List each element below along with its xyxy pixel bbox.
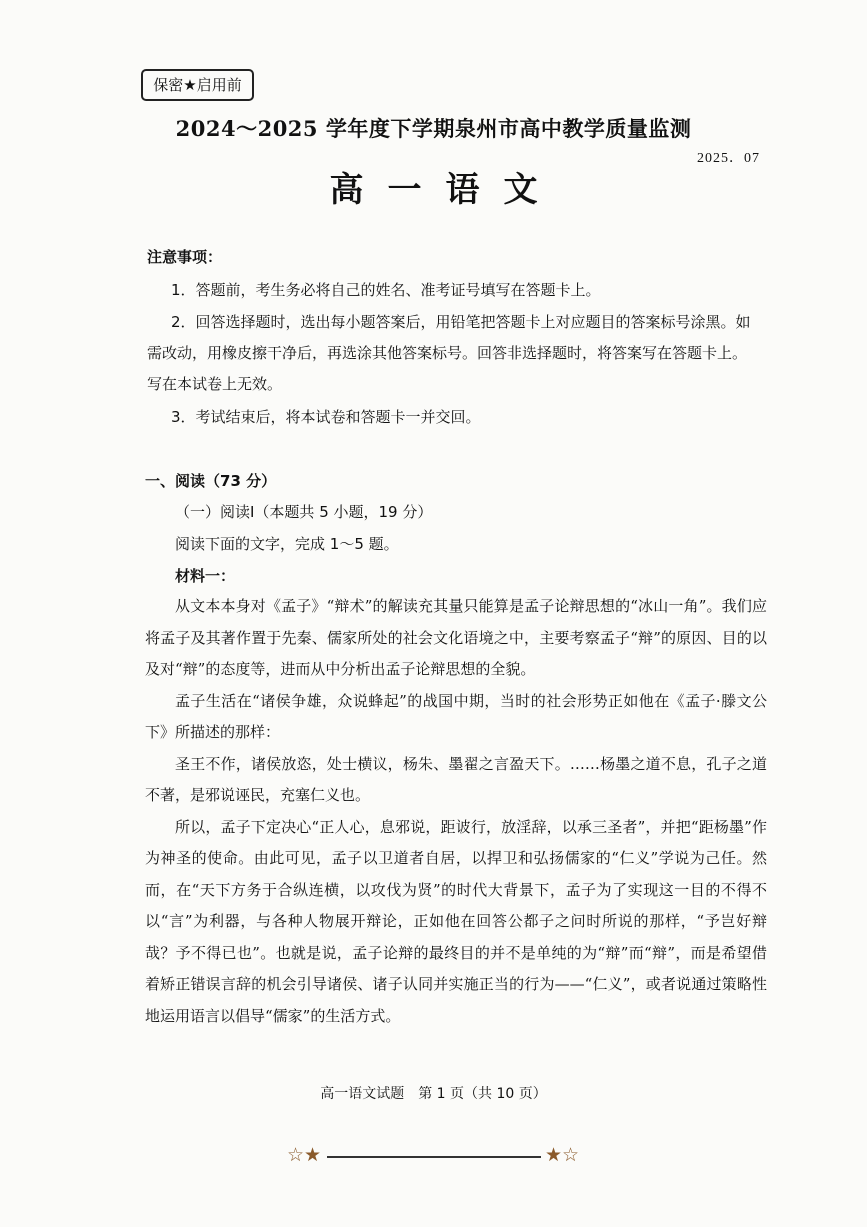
reading-instruction: 阅读下面的文字，完成 1～5 题。 (175, 535, 399, 553)
exam-date: 2025．07 (697, 151, 760, 166)
exam-title: 2024～2025 学年度下学期泉州市高中教学质量监测 (175, 116, 692, 141)
confidential-stamp: 保密★启用前 (141, 69, 254, 101)
section-heading: 一、阅读（73 分） (145, 472, 277, 490)
page-footer: 高一语文试题 第 1 页（共 10 页） (320, 1086, 547, 1102)
notice-item-2-line3: 写在本试卷上无效。 (147, 375, 283, 393)
left-stars-icon: ☆★ (287, 1144, 322, 1166)
notice-item-3 (147, 402, 767, 433)
right-stars-icon: ★☆ (545, 1144, 580, 1166)
notice-heading: 注意事项： (147, 248, 223, 266)
passage-quotation: 圣王不作，诸侯放恣，处士横议，杨朱、墨翟之言盈天下。……杨墨之道不息，孔子之道不著，是邪说诬民，充塞仁义也。 (145, 754, 767, 804)
passage-body (145, 591, 767, 1032)
notice-item-3-text: 3．考试结束后，将本试卷和答题卡一并交回。 (171, 408, 481, 426)
notice-item-2-line2: 需改动，用橡皮擦干净后，再选涂其他答案标号。回答非选择题时，将答案写在答题卡上。 (147, 344, 748, 362)
passage-paragraph-1: 从文本本身对《孟子》“辩术”的解读充其量只能算是孟子论辩思想的“冰山一角”。我们应将孟子及其著作置于先秦、儒家所处的社会文化语境之中，主要考察孟子“辩”的原因、目的以及对“辩”的态度等，进而从中分析出孟子论辩思想的全貌。 (145, 597, 767, 678)
material-label: 材料一： (175, 567, 236, 585)
passage-paragraph-2: 孟子生活在“诸侯争雄，众说蜂起”的战国中期，当时的社会形势正如他在《孟子·滕文公下》所描述的那样： (145, 691, 767, 741)
passage-paragraph-4: 所以，孟子下定决心“正人心，息邪说，距诐行，放淫辞，以承三圣者”，并把“距杨墨”作为神圣的使命。由此可见，孟子以卫道者自居，以捍卫和弘扬儒家的“仁义”学说为己任。然而，在“天下方务于合纵连横，以攻伐为贤”的时代大背景下，孟子为了实现这一目的不得不以“言”为利器，与各种人物展开辩论，正如他在回答公都子之问时所说的那样，“予岂好辩哉？予不得已也”。也就是说，孟子论辩的最终目的并不是单纯的为“辩”而“辩”，而是希望借着矫正错误言辞的机会引导诸侯、诸子认同并实施正当的行为——“仁义”，或者说通过策略性地运用语言以倡导“儒家”的生活方式。 (145, 817, 767, 1025)
sub-section-heading: （一）阅读Ⅰ（本题共 5 小题，19 分） (175, 503, 433, 521)
notice-item-1-text: 1．答题前，考生务必将自己的姓名、准考证号填写在答题卡上。 (171, 281, 601, 299)
subject-title: 高一语文 (329, 170, 562, 210)
notice-item-1 (147, 275, 767, 306)
notice-item-2 (147, 307, 767, 400)
notice-item-2-line1: 2．回答选择题时，选出每小题答案后，用铅笔把答题卡上对应题目的答案标号涂黑。如 (171, 313, 751, 331)
ornament-divider (327, 1156, 541, 1158)
footer-ornament (287, 1144, 582, 1168)
